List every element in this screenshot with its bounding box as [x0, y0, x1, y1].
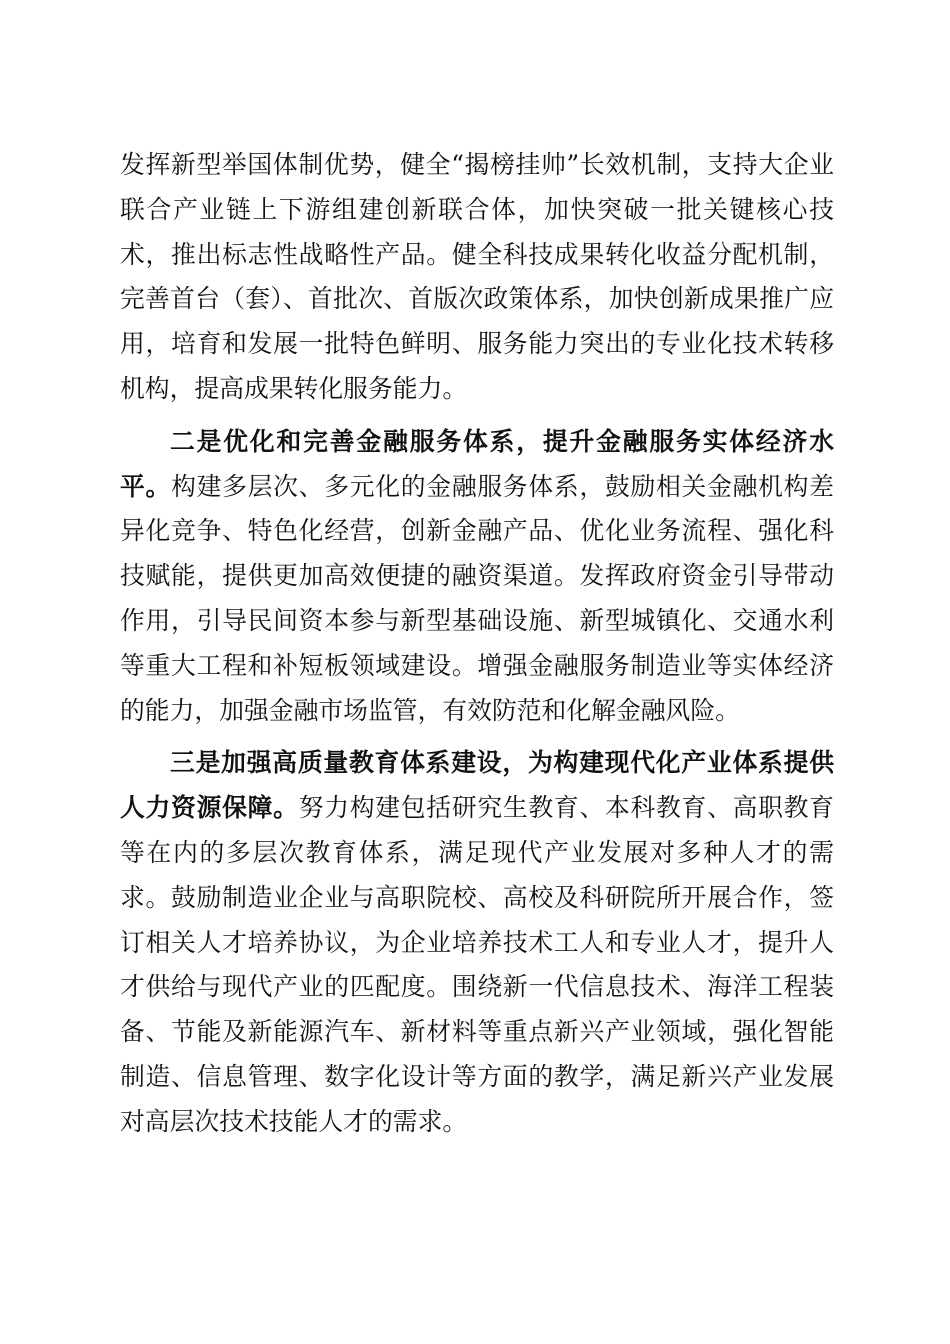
paragraph-1 [120, 143, 834, 412]
paragraph-1-body: 发挥新型举国体制优势，健全“揭榜挂帅”长效机制，支持大企业联合产业链上下游组建创新联合体，加快突破一批关键核心技术，推出标志性战略性产品。健全科技成果转化收益分配机制，完善首台（套）、首批次、首版次政策体系，加快创新成果推广应用，培育和发展一批特色鲜明、服务能力突出的专业化技术转移机构，提高成果转化服务能力。 [120, 150, 834, 403]
document-page [120, 143, 834, 1153]
paragraph-3 [120, 741, 834, 1144]
paragraph-2-body: 构建多层次、多元化的金融服务体系，鼓励相关金融机构差异化竞争、特色化经营，创新金融产品、优化业务流程、强化科技赋能，提供更加高效便捷的融资渠道。发挥政府资金引导带动作用，引导民间资本参与新型基础设施、新型城镇化、交通水利等重大工程和补短板领域建设。增强金融服务制造业等实体经济的能力，加强金融市场监管，有效防范和化解金融风险。 [120, 471, 834, 725]
paragraph-2 [120, 420, 834, 734]
paragraph-3-lead: 三是加强高质量教育体系建设，为构建现代化产业体系提供人力资源保障。 [120, 748, 834, 823]
paragraph-3-body: 努力构建包括研究生教育、本科教育、高职教育等在内的多层次教育体系，满足现代产业发展对多种人才的需求。鼓励制造业企业与高职院校、高校及科研院所开展合作，签订相关人才培养协议，为企业培养技术工人和专业人才，提升人才供给与现代产业的匹配度。围绕新一代信息技术、海洋工程装备、节能及新能源汽车、新材料等重点新兴产业领域，强化智能制造、信息管理、数字化设计等方面的教学，满足新兴产业发展对高层次技术技能人才的需求。 [120, 793, 834, 1136]
paragraph-2-lead: 二是优化和完善金融服务体系，提升金融服务实体经济水平。 [120, 426, 834, 501]
